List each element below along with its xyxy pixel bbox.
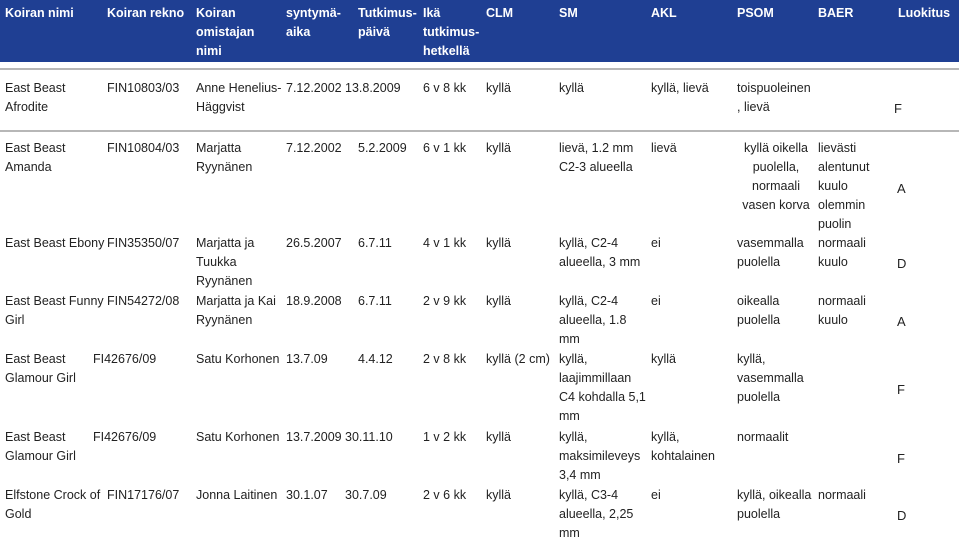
col-header-born: syntymä- aika (286, 6, 341, 39)
psom-value: toispuoleinen , lievä (737, 81, 811, 114)
reg-number: FI42676/09 (93, 430, 157, 444)
col-header-grade: Luokitus (898, 6, 951, 20)
akl-value: kyllä, lievä (651, 81, 709, 95)
grade-value: F (894, 101, 902, 116)
reg-number: FI42676/09 (93, 352, 157, 366)
exam-date: 6.7.11 (358, 236, 392, 250)
baer-value: lievästi alentunut kuulo olemmin puolin (818, 141, 870, 231)
akl-value: lievä (651, 141, 677, 155)
row-divider (0, 130, 959, 132)
row-divider (0, 68, 959, 70)
reg-number: FIN17176/07 (107, 488, 180, 502)
birth-date: 13.7.2009 (286, 430, 342, 444)
dog-name: East Beast Afrodite (5, 81, 66, 114)
birth-date: 26.5.2007 (286, 236, 342, 250)
age: 2 v 6 kk (423, 488, 467, 502)
dog-name: East Beast Glamour Girl (5, 352, 76, 385)
birth-date: 30.1.07 (286, 488, 328, 502)
age: 1 v 2 kk (423, 430, 467, 444)
dog-name: East Beast Glamour Girl (5, 430, 76, 463)
dog-name: East Beast Amanda (5, 141, 66, 174)
akl-value: ei (651, 294, 661, 308)
baer-value: normaali (818, 488, 866, 502)
akl-value: ei (651, 236, 661, 250)
col-header-name: Koiran nimi (5, 6, 74, 20)
age: 2 v 8 kk (423, 352, 467, 366)
grade-value: A (897, 314, 906, 329)
exam-date: 30.11.10 (345, 430, 393, 444)
owner-name: Satu Korhonen (196, 352, 280, 366)
reg-number: FIN10804/03 (107, 141, 180, 155)
clm-value: kyllä (486, 236, 512, 250)
baer-value: normaali kuulo (818, 294, 866, 327)
grade-value: A (897, 181, 906, 196)
baer-value: normaali kuulo (818, 236, 866, 269)
sm-value: lievä, 1.2 mm C2-3 alueella (559, 141, 634, 174)
akl-value: kyllä, kohtalainen (651, 430, 715, 463)
age: 2 v 9 kk (423, 294, 467, 308)
exam-date: 6.7.11 (358, 294, 392, 308)
clm-value: kyllä (486, 81, 512, 95)
psom-value: vasemmalla puolella (737, 236, 804, 269)
col-header-psom: PSOM (737, 6, 774, 20)
col-header-baer: BAER (818, 6, 854, 20)
clm-value: kyllä (486, 430, 512, 444)
reg-number: FIN10803/03 (107, 81, 180, 95)
birth-date: 7.12.2002 (286, 141, 342, 155)
clm-value: kyllä (486, 294, 512, 308)
table-header (0, 0, 959, 62)
psom-value: kyllä oikella puolella, normaali vasen korva (742, 141, 810, 212)
sm-value: kyllä, laajimmillaan C4 kohdalla 5,1 mm (559, 352, 646, 423)
grade-value: F (897, 382, 905, 397)
col-header-clm: CLM (486, 6, 514, 20)
grade-value: F (897, 451, 905, 466)
birth-date: 18.9.2008 (286, 294, 342, 308)
clm-value: kyllä (486, 141, 512, 155)
owner-name: Jonna Laitinen (196, 488, 278, 502)
birth-date: 7.12.2002 (286, 81, 342, 95)
psom-value: oikealla puolella (737, 294, 781, 327)
exam-date: 13.8.2009 (345, 81, 401, 95)
psom-value: kyllä, oikealla puolella (737, 488, 812, 521)
col-header-owner: Koiran omistajan nimi (196, 6, 255, 58)
akl-value: ei (651, 488, 661, 502)
reg-number: FIN54272/08 (107, 294, 180, 308)
psom-value: normaalit (737, 430, 789, 444)
akl-value: kyllä (651, 352, 677, 366)
exam-date: 4.4.12 (358, 352, 393, 366)
dog-name: Elfstone Crock of Gold (5, 488, 101, 521)
sm-value: kyllä, C3-4 alueella, 2,25 mm (559, 488, 634, 540)
sm-value: kyllä (559, 81, 585, 95)
age: 6 v 1 kk (423, 141, 467, 155)
dog-name: East Beast Ebony (5, 236, 105, 250)
age: 6 v 8 kk (423, 81, 467, 95)
col-header-rekno: Koiran rekno (107, 6, 185, 20)
col-header-age: Ikä tutkimus- hetkellä (423, 6, 480, 58)
owner-name: Marjatta ja Tuukka Ryynänen (196, 236, 255, 288)
owner-name: Marjatta ja Kai Ryynänen (196, 294, 276, 327)
owner-name: Satu Korhonen (196, 430, 280, 444)
exam-date: 5.2.2009 (358, 141, 407, 155)
clm-value: kyllä (486, 488, 512, 502)
owner-name: Anne Henelius- Häggvist (196, 81, 282, 114)
sm-value: kyllä, C2-4 alueella, 3 mm (559, 236, 641, 269)
age: 4 v 1 kk (423, 236, 467, 250)
birth-date: 13.7.09 (286, 352, 328, 366)
col-header-akl: AKL (651, 6, 677, 20)
owner-name: Marjatta Ryynänen (196, 141, 253, 174)
reg-number: FIN35350/07 (107, 236, 180, 250)
clm-value: kyllä (2 cm) (486, 352, 550, 366)
sm-value: kyllä, C2-4 alueella, 1.8 mm (559, 294, 627, 346)
col-header-sm: SM (559, 6, 578, 20)
col-header-examined: Tutkimus- päivä (358, 6, 417, 39)
grade-value: D (897, 508, 907, 523)
dog-name: East Beast Funny Girl (5, 294, 104, 327)
exam-date: 30.7.09 (345, 488, 387, 502)
psom-value: kyllä, vasemmalla puolella (737, 352, 804, 404)
sm-value: kyllä, maksimileveys 3,4 mm (559, 430, 641, 482)
grade-value: D (897, 256, 907, 271)
